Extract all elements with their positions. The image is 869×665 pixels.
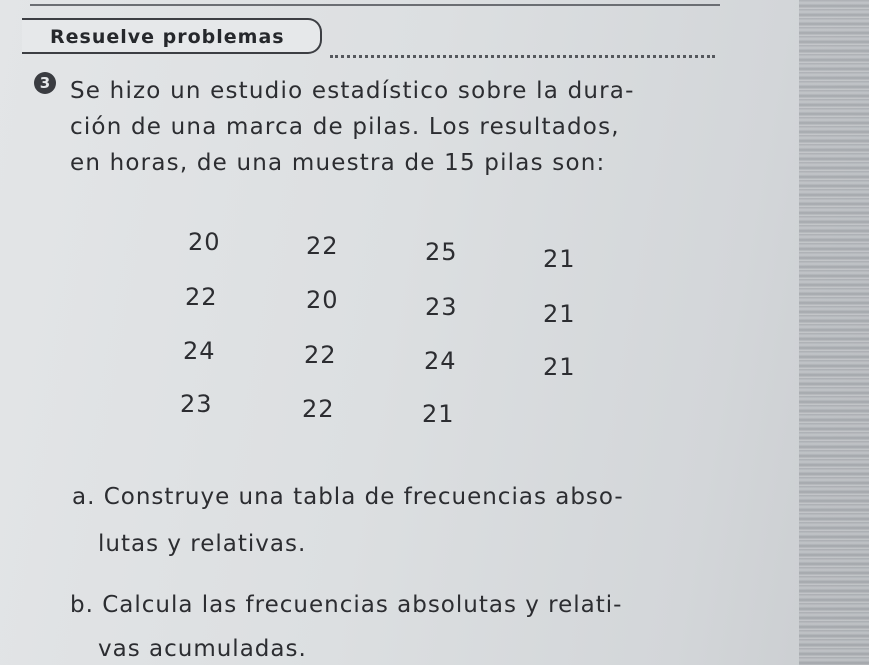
problem-text-line-2: ción de una marca de pilas. Los resultados, xyxy=(70,114,620,140)
data-value: 20 xyxy=(306,286,339,314)
section-title: Resuelve problemas xyxy=(50,26,285,48)
top-rule xyxy=(30,4,720,6)
data-value: 21 xyxy=(422,400,455,428)
data-value: 21 xyxy=(543,353,576,381)
data-value: 24 xyxy=(424,347,457,375)
data-value: 22 xyxy=(304,341,337,369)
problem-number-badge: 3 xyxy=(34,72,56,94)
data-value: 22 xyxy=(185,283,218,311)
data-value: 24 xyxy=(183,337,216,365)
question-a-line-2: lutas y relativas. xyxy=(98,531,307,557)
dotted-divider xyxy=(330,55,715,58)
data-value: 20 xyxy=(188,228,221,256)
data-value: 22 xyxy=(306,232,339,260)
data-value: 21 xyxy=(543,300,576,328)
question-a-line-1: a. Construye una tabla de frecuencias abso- xyxy=(72,484,624,510)
problem-text-line-1: Se hizo un estudio estadístico sobre la dura- xyxy=(70,78,635,104)
data-value: 25 xyxy=(425,238,458,266)
question-b-line-1: b. Calcula las frecuencias absolutas y relati- xyxy=(70,592,623,618)
data-value: 21 xyxy=(543,245,576,273)
page-edge-shadow xyxy=(799,0,869,665)
problem-text-line-3: en horas, de una muestra de 15 pilas son: xyxy=(70,150,606,176)
question-b-line-2: vas acumuladas. xyxy=(98,636,307,662)
data-value: 23 xyxy=(180,390,213,418)
data-value: 22 xyxy=(302,395,335,423)
data-value: 23 xyxy=(425,293,458,321)
